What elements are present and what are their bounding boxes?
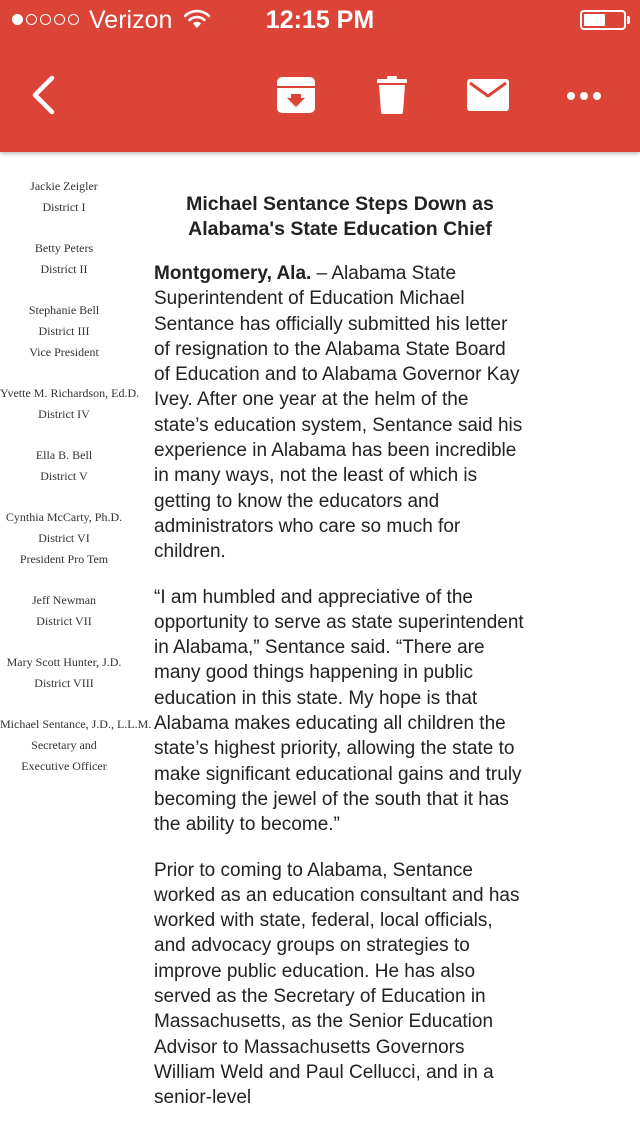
article-paragraph-2: “I am humbled and appreciative of the opportunity to serve as state superintendent in Alabama,” Sentance said. “There are many good things happening in public education in this state. My hope is that Alabama makes educating all children the state’s highest priority, allowing the state to make significant educational gains and truly becoming the jewel of the south that it has the ability to become.” xyxy=(154,586,524,836)
carrier-name: Verizon xyxy=(89,6,173,34)
battery-tip xyxy=(627,16,630,24)
article-dateline: Montgomery, Ala. xyxy=(154,263,312,284)
board-member-name: Betty Peters xyxy=(34,241,94,255)
board-member-name: Cynthia McCarty, Ph.D. xyxy=(5,510,123,524)
article-paragraph-1 xyxy=(154,261,526,565)
app-header xyxy=(0,0,640,152)
board-member xyxy=(0,652,128,694)
board-member-name: Michael Sentance, J.D., L.L.M. xyxy=(0,717,152,731)
board-member xyxy=(0,238,128,280)
board-member-role: Vice President xyxy=(29,345,99,359)
board-member xyxy=(0,300,128,363)
board-member-role: Secretary and xyxy=(31,738,97,752)
board-member-role: District VII xyxy=(36,614,92,628)
delete-button[interactable] xyxy=(365,70,419,124)
email-body[interactable] xyxy=(0,152,640,1136)
trash-icon xyxy=(376,76,408,119)
board-member-role: District IV xyxy=(38,407,90,421)
board-member xyxy=(0,383,140,425)
more-horizontal-icon xyxy=(566,88,602,106)
board-member-role: District III xyxy=(38,324,90,338)
board-member xyxy=(0,590,128,632)
more-options-button[interactable] xyxy=(557,70,611,124)
board-member-sidebar xyxy=(0,176,152,797)
board-member-role: District VIII xyxy=(34,676,94,690)
board-member-role: District V xyxy=(40,469,88,483)
board-member-name: Jeff Newman xyxy=(31,593,97,607)
board-member-role: Executive Officer xyxy=(21,759,107,773)
board-member xyxy=(0,507,128,570)
envelope-icon xyxy=(467,79,509,116)
board-member xyxy=(0,445,128,487)
board-member-role: District VI xyxy=(38,531,90,545)
article-paragraph-3: Prior to coming to Alabama, Sentance worked as an education consultant and has worked with state, federal, local officials, and advocacy groups on strategies to improve public education. He has also served as the Secretary of Education in Massachusetts, as the Senior Education Advisor to Massachusetts Governors William Weld and Paul Cellucci, and in a senior-level xyxy=(154,859,520,1109)
archive-icon xyxy=(276,76,316,119)
battery-icon xyxy=(580,10,626,30)
board-member-role: President Pro Tem xyxy=(19,552,109,566)
archive-button[interactable] xyxy=(269,70,323,124)
board-member-name: Yvette M. Richardson, Ed.D. xyxy=(0,386,140,400)
board-member-name: Stephanie Bell xyxy=(28,303,100,317)
mark-unread-button[interactable] xyxy=(461,70,515,124)
board-member-name: Mary Scott Hunter, J.D. xyxy=(6,655,122,669)
board-member-role: District II xyxy=(40,262,88,276)
board-member xyxy=(0,176,128,218)
press-release xyxy=(154,192,526,1131)
back-button[interactable] xyxy=(16,70,70,124)
status-time: 12:15 PM xyxy=(265,6,375,34)
article-headline: Michael Sentance Steps Down as Alabama's State Education Chief xyxy=(186,193,494,240)
chevron-left-icon xyxy=(28,75,58,120)
status-bar xyxy=(0,0,640,40)
board-member-role: District I xyxy=(42,200,86,214)
board-member-name: Jackie Zeigler xyxy=(30,179,98,193)
board-member-name: Ella B. Bell xyxy=(35,448,93,462)
board-member xyxy=(0,714,152,777)
article-paragraph-1-text: – Alabama State Superintendent of Education Michael Sentance has officially submitted his letter of resignation to the Alabama State Board of Education and to Alabama Governor Kay Ivey. After one year at the helm of the state’s education system, Sentance said his experience in Alabama has been incredible in many ways, not the least of which is getting to know the educators and administrators who care so much for children. xyxy=(154,263,523,563)
